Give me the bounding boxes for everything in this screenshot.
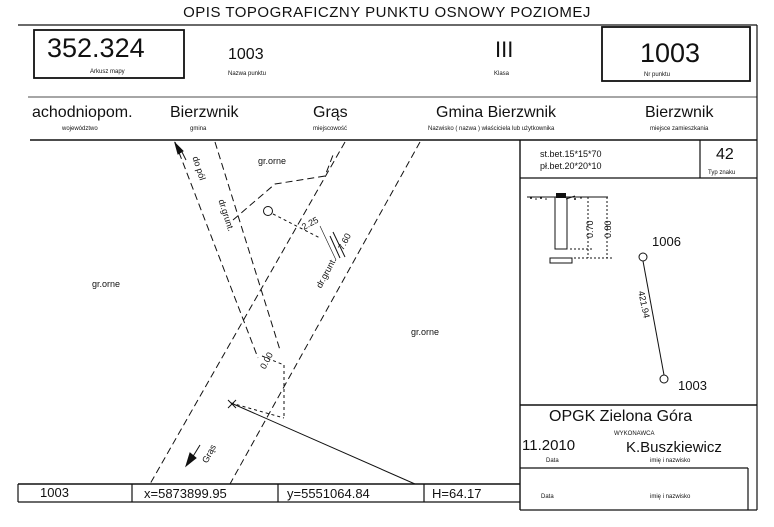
field-label-top: gr.orne (258, 156, 287, 166)
to-gras-label: Grąs (200, 442, 218, 465)
field-label-right: gr.orne (411, 327, 440, 337)
class-value: III (495, 37, 514, 62)
point-1003-label: 1003 (678, 378, 707, 393)
second-name-label: imię i nazwisko (650, 494, 691, 500)
sign-line-1: st.bet.15*15*70 (540, 149, 602, 159)
commune-label: gmina (190, 126, 207, 132)
footer-x-coordinate: x=5873899.95 (144, 486, 227, 501)
point-name-label: Nazwa punktu (228, 71, 267, 77)
point-1006-label: 1006 (652, 234, 681, 249)
dirt-road-label-1: dr.grunt. (216, 198, 237, 233)
point-name-value: 1003 (228, 46, 264, 63)
sign-type-value: 42 (716, 146, 734, 163)
sign-type-label: Typ znaku (708, 170, 736, 176)
class-label: Klasa (494, 71, 510, 77)
point-number-value: 1003 (640, 38, 701, 68)
executor-name: K.Buszkiewicz (626, 439, 722, 456)
residence-value: Bierzwnik (645, 104, 714, 121)
owner-value: Gmina Bierzwnik (436, 104, 557, 121)
residence-label: miejsce zamieszkania (650, 126, 709, 132)
footer-point-number: 1003 (40, 485, 69, 500)
map-sheet-label: Arkusz mapy (90, 69, 125, 75)
voivodeship-value: achodniopom. (32, 104, 133, 121)
owner-label: Nazwisko ( nazwa ) właściciela lub użytkownika (428, 126, 555, 132)
voivodeship-label: województwo (62, 126, 98, 132)
executor-date-label: Data (546, 458, 559, 464)
distance-225: 2.25 (300, 214, 321, 232)
locality-value: Grąs (313, 104, 348, 121)
map-sheet-value: 352.324 (47, 33, 145, 63)
locality-label: miejscowość (313, 126, 348, 132)
footer-y-coordinate: y=5551064.84 (287, 486, 370, 501)
executor-label: WYKONAWCA (614, 431, 655, 437)
document-title: OPIS TOPOGRAFICZNY PUNKTU OSNOWY POZIOMEJ (183, 4, 591, 21)
road-to-fields-label: do pól (190, 155, 208, 182)
depth-080: 0.80 (603, 220, 613, 238)
executor-name-label: imię i nazwisko (650, 458, 691, 464)
depth-070: 0.70 (585, 220, 595, 238)
point-number-label: Nr punktu (644, 72, 671, 78)
distance-760: 7.60 (336, 231, 354, 252)
executor-company: OPGK Zielona Góra (549, 408, 693, 425)
executor-date: 11.2010 (522, 437, 576, 454)
footer-height: H=64.17 (432, 486, 482, 501)
distance-000: 0.00 (258, 350, 276, 371)
commune-value: Bierzwnik (170, 104, 239, 121)
second-date-label: Data (541, 494, 554, 500)
reference-distance: 421.94 (636, 290, 652, 320)
sign-line-2: pł.bet.20*20*10 (540, 161, 602, 171)
dirt-road-label-2: dr.grunt. (314, 255, 339, 290)
field-label-left: gr.orne (92, 279, 121, 289)
